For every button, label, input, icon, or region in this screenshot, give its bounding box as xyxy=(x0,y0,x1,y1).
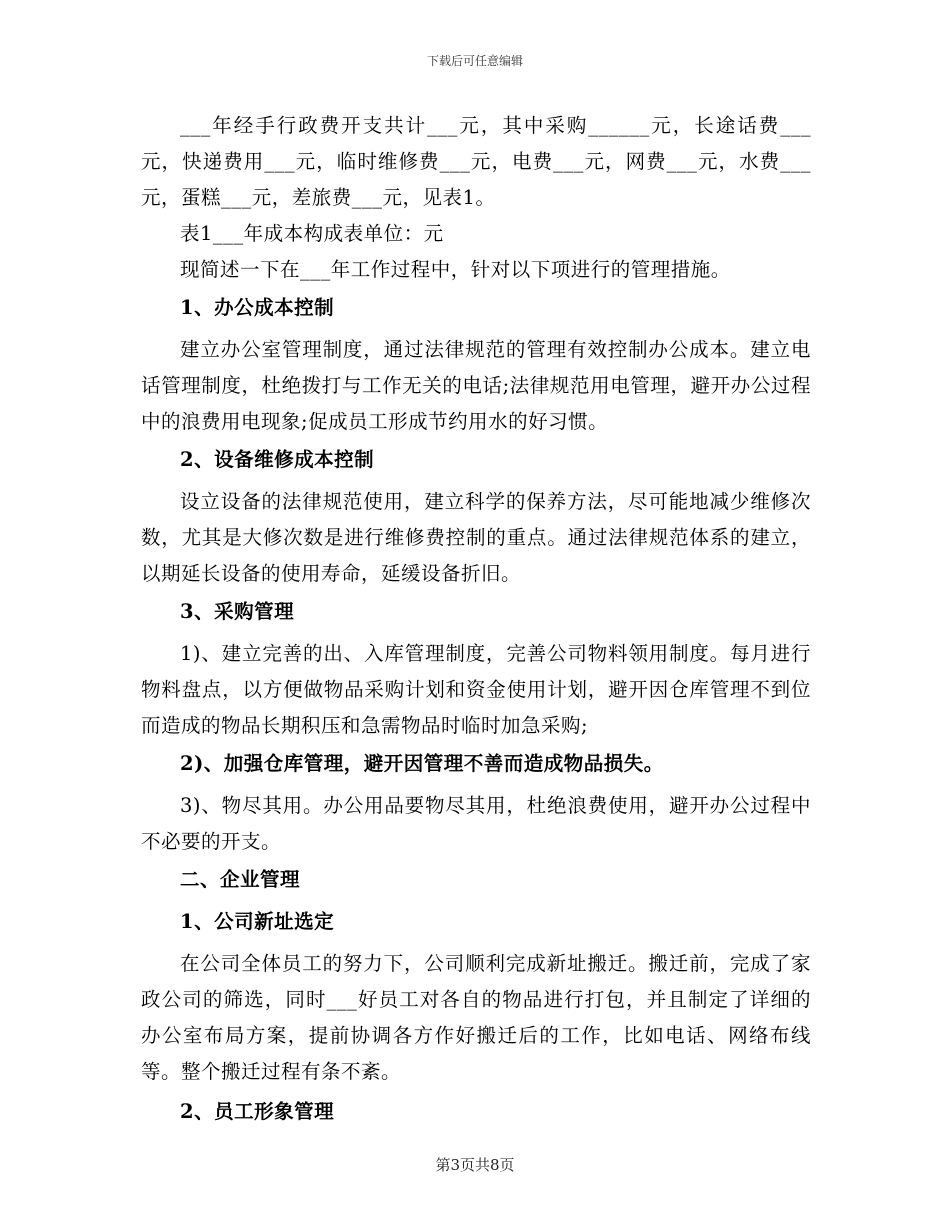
purchasing-item-1: 1)、建立完善的出、入库管理制度，完善公司物料领用制度。每月进行物料盘点，以方便做物品采购计划和资金使用计划，避开因仓库管理不到位而造成的物品长期积压和急需物品时临时加急采购; xyxy=(141,642,811,737)
section-heading-purchasing: 3、采购管理 xyxy=(180,600,295,623)
document-body xyxy=(141,108,811,1136)
purchasing-item-3: 3)、物尽其用。办公用品要物尽其用，杜绝浪费使用，避开办公过程中不必要的开支。 xyxy=(141,794,811,853)
section-heading-staff-image: 2、员工形象管理 xyxy=(180,1100,335,1123)
section-heading-office-cost: 1、办公成本控制 xyxy=(180,296,335,319)
intro-paragraph: 现简述一下在___年工作过程中，针对以下项进行的管理措施。 xyxy=(180,258,731,281)
expense-summary-paragraph: ___年经手行政费开支共计___元，其中采购______元，长途话费___元，快递费用___元，临时维修费___元，电费___元，网费___元，水费___元，蛋糕___元，差旅费___元，见表1。 xyxy=(141,114,811,209)
page-footer: 第3页共8页 xyxy=(435,1156,515,1174)
table-caption: 表1___年成本构成表单位：元 xyxy=(180,222,444,245)
office-cost-paragraph: 建立办公室管理制度，通过法律规范的管理有效控制办公成本。建立电话管理制度，杜绝拨打与工作无关的电话;法律规范用电管理，避开办公过程中的浪费用电现象;促成员工形成节约用水的好习惯。 xyxy=(141,338,811,433)
new-site-paragraph: 在公司全体员工的努力下，公司顺利完成新址搬迁。搬迁前，完成了家政公司的筛选，同时___好员工对各自的物品进行打包，并且制定了详细的办公室布局方案，提前协调各方作好搬迁后的工作，比如电话、网络布线等。整个搬迁过程有条不紊。 xyxy=(141,952,811,1083)
purchasing-item-2: 2)、加强仓库管理，避开因管理不善而造成物品损失。 xyxy=(180,752,664,775)
section-heading-enterprise-management: 二、企业管理 xyxy=(180,868,301,891)
section-heading-equipment-cost: 2、设备维修成本控制 xyxy=(180,448,375,471)
page-header: 下载后可任意编辑 xyxy=(426,54,523,68)
equipment-cost-paragraph: 设立设备的法律规范使用，建立科学的保养方法，尽可能地减少维修次数，尤其是大修次数是进行维修费控制的重点。通过法律规范体系的建立，以期延长设备的使用寿命，延缓设备折旧。 xyxy=(141,490,811,585)
section-heading-new-site: 1、公司新址选定 xyxy=(180,910,335,933)
